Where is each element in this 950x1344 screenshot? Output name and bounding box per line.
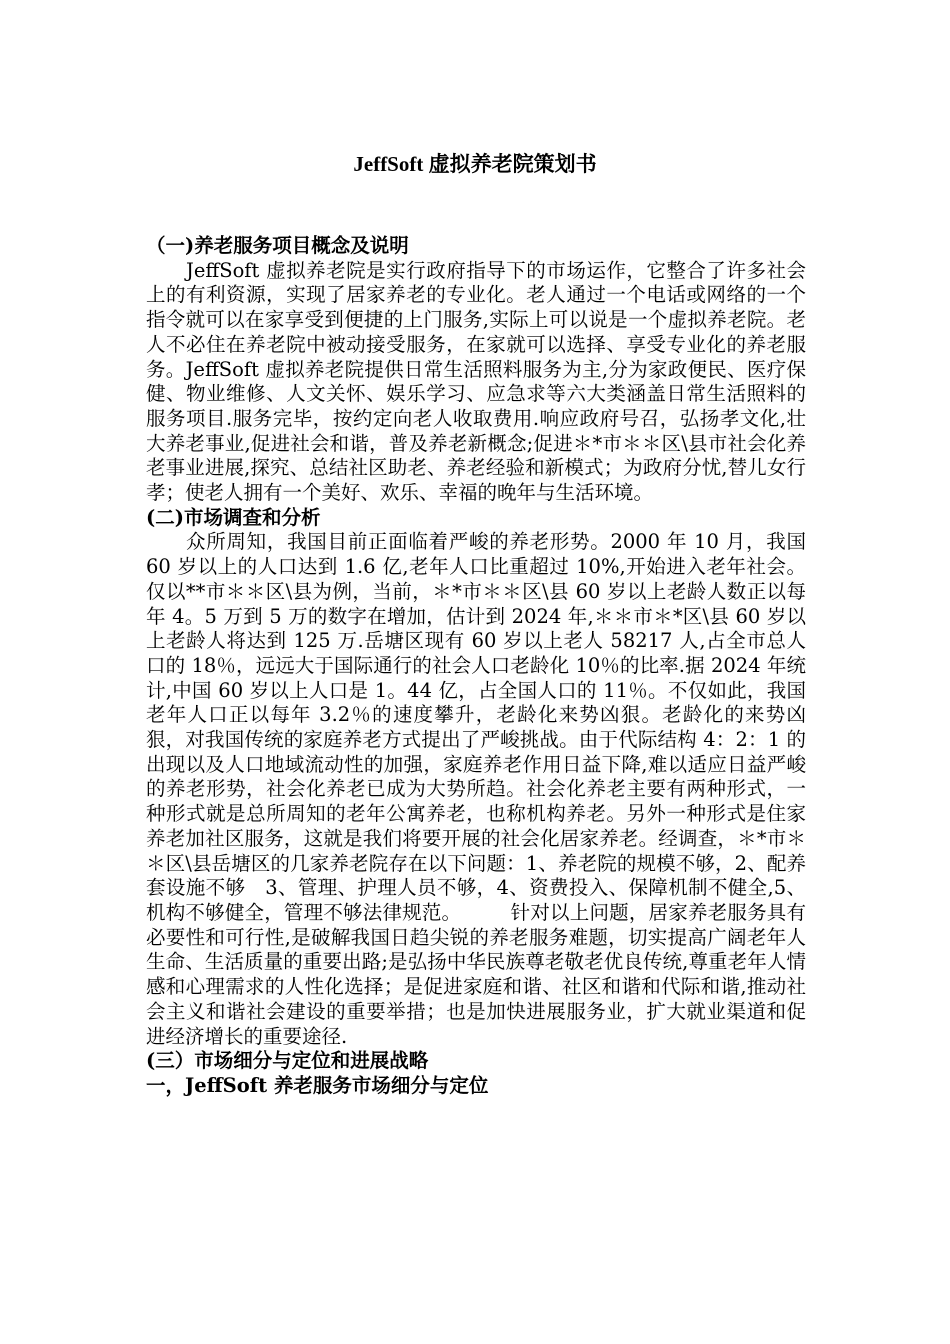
document-body <box>146 234 806 1099</box>
section-heading-3: (三）市场细分与定位和进展战略 <box>146 1049 429 1073</box>
section-paragraph-1: JeffSoft 虚拟养老院是实行政府指导下的市场运作，它整合了许多社会上的有利资源，实现了居家养老的专业化。老人通过一个电话或网络的一个指令就可以在家享受到便捷的上门服务,实际上可以说是一个虚拟养老院。老人不必住在养老院中被动接受服务，在家就可以选择、享受专业化的养老服务。JeffSoft 虚拟养老院提供日常生活照料服务为主,分为家政便民、医疗保健、物业维修、人文关怀、娱乐学习、应急求等六大类涵盖日常生活照料的服务项目.服务完毕，按约定向老人收取费用.响应政府号召，弘扬孝文化,壮大养老事业,促进社会和谐，普及养老新概念;促进＊*市＊＊区\县市社会化养老事业进展,探究、总结社区助老、养老经验和新模式；为政府分忧,替儿女行孝；使老人拥有一个美好、欢乐、幸福的晚年与生活环境。 <box>146 258 806 505</box>
subsection-heading-1: 一，JeffSoft 养老服务市场细分与定位 <box>146 1073 489 1097</box>
section-paragraph-2: 众所周知，我国目前正面临着严峻的养老形势。2000 年 10 月，我国 60 岁以上的人口达到 1.6 亿,老年人口比重超过 10%,开始进入老年社会。仅以**市＊＊区\县为例，当前，＊*市＊＊区\县 60 岁以上老龄人数正以每年 4。5 万到 5 万的数字在增加，估计到 2024 年,＊＊市＊*区\县 60 岁以上老龄人将达到 125 万.岳塘区现有 60 岁以上老人 58217 人,占全市总人口的 18％，远远大于国际通行的社会人口老龄化 10％的比率.据 2024 年统计,中国 60 岁以上人口是 1。44 亿，占全国人口的 11％。不仅如此，我国老年人口正以每年 3.2％的速度攀升，老龄化来势凶狠。老龄化的来势凶狠，对我国传统的家庭养老方式提出了严峻挑战。由于代际结构 4：2：1 的出现以及人口地域流动性的加强，家庭养老作用日益下降,难以适应日益严峻的养老形势，社会化养老已成为大势所趋。社会化养老主要有两种形式，一种形式就是总所周知的老年公寓养老，也称机构养老。另外一种形式是住家养老加社区服务，这就是我们将要开展的社会化居家养老。经调查，＊*市＊＊区\县岳塘区的几家养老院存在以下问题：1、养老院的规模不够，2、配养套设施不够 3、管理、护理人员不够，4、资费投入、保障机制不健全,5、机构不够健全，管理不够法律规范。 针对以上问题，居家养老服务具有必要性和可行性,是破解我国日趋尖锐的养老服务难题，切实提高广阔老年人生命、生活质量的重要出路;是弘扬中华民族尊老敬老优良传统,尊重老年人情感和心理需求的人性化选择；是促进家庭和谐、社区和谐和代际和谐,推动社会主义和谐社会建设的重要举措；也是加快进展服务业，扩大就业渠道和促进经济增长的重要途径. <box>146 530 806 1048</box>
document-title: JeffSoft 虚拟养老院策划书 <box>353 152 597 176</box>
section-heading-2: (二)市场调查和分析 <box>146 505 321 529</box>
section-heading-1: （一)养老服务项目概念及说明 <box>146 234 409 257</box>
